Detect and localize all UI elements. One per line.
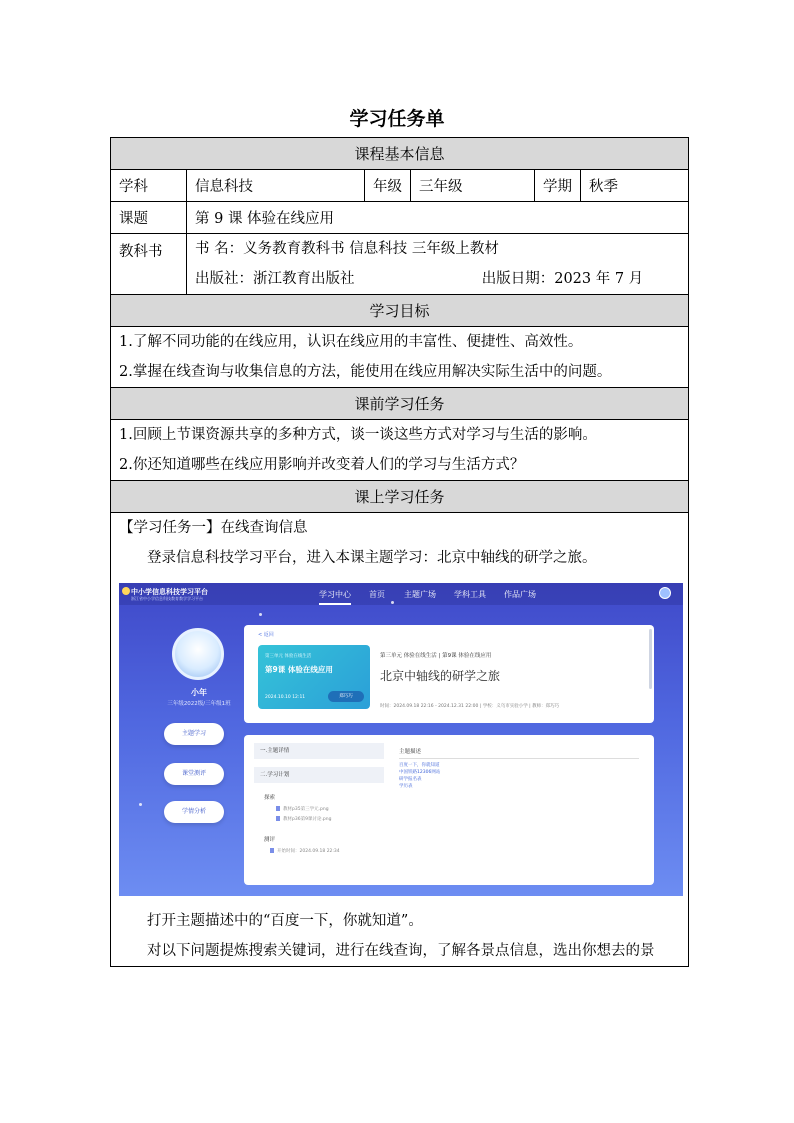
publish-date: 出版日期：2023 年 7 月 bbox=[481, 271, 644, 287]
description-link[interactable]: 研学报名表 bbox=[399, 777, 422, 782]
topic-title: 北京中轴线的研学之旅 bbox=[380, 669, 501, 683]
task-sheet-table bbox=[110, 137, 689, 967]
file-link[interactable]: 教材p36第9课讨论.png bbox=[254, 815, 384, 825]
student-name: 小年 bbox=[191, 688, 207, 697]
topic-detail-card bbox=[244, 735, 654, 885]
description-link[interactable]: 学历表 bbox=[399, 784, 413, 789]
task1-title: 【学习任务一】在线查询信息 bbox=[119, 520, 308, 536]
subject-label: 学科 bbox=[111, 170, 187, 202]
pre-task-item: 1.回顾上节课资源共享的多种方式，谈一谈这些方式对学习与生活的影响。 bbox=[119, 427, 597, 443]
platform-screenshot bbox=[119, 583, 683, 896]
platform-subtitle: 浙江省中小学信息科技教育教学学习平台 bbox=[131, 596, 203, 601]
platform-logo-icon bbox=[122, 587, 130, 595]
topic-description bbox=[399, 747, 639, 790]
description-title: 主题描述 bbox=[399, 747, 639, 759]
file-link[interactable]: 教材p35第三学元.png bbox=[254, 805, 384, 815]
course-card bbox=[244, 625, 654, 723]
grade-value: 三年级 bbox=[411, 170, 535, 202]
thumb-date: 2024.10.10 12:11 bbox=[265, 695, 306, 700]
nav-home[interactable]: 首页 bbox=[369, 590, 385, 599]
thumb-unit-tag: 第三单元 体验在线生活 bbox=[265, 654, 312, 659]
textbook-label: 教科书 bbox=[111, 234, 187, 295]
star-decoration bbox=[139, 803, 142, 806]
pre-task-item: 2.你还知道哪些在线应用影响并改变着人们的学习与生活方式？ bbox=[119, 457, 525, 473]
side-button-topic-learning[interactable]: 主题学习 bbox=[164, 723, 224, 745]
pre-tasks-content bbox=[111, 420, 689, 481]
grade-label: 年级 bbox=[365, 170, 411, 202]
publisher: 出版社：浙江教育出版社 bbox=[195, 271, 355, 287]
document-title: 学习任务单 bbox=[349, 108, 445, 130]
nav-works-square[interactable]: 作品广场 bbox=[504, 590, 536, 599]
nav-subject-tools[interactable]: 学科工具 bbox=[454, 590, 486, 599]
instruction-open-link: 打开主题描述中的“百度一下，你就知道”。 bbox=[147, 913, 423, 929]
section-pre-class: 课前学习任务 bbox=[111, 388, 689, 420]
menu-learning-plan[interactable]: 二.学习计划 bbox=[254, 767, 384, 783]
topic-meta: 时间：2024.09.18 22:16 - 2024.12.31 22:00 | 学校：义乌市实验小学 | 教师：郑巧巧 bbox=[380, 704, 560, 709]
thumb-teacher-button[interactable]: 郑巧巧 bbox=[328, 691, 364, 702]
description-link[interactable]: 百度一下，你就知道 bbox=[399, 763, 440, 768]
section-basic-info: 课程基本信息 bbox=[111, 138, 689, 170]
section-in-class: 课上学习任务 bbox=[111, 481, 689, 513]
term-label: 学期 bbox=[535, 170, 581, 202]
star-decoration bbox=[391, 601, 394, 604]
book-name: 书 名：义务教育教科书 信息科技 三年级上教材 bbox=[195, 241, 499, 257]
thumb-title: 第9课 体验在线应用 bbox=[265, 665, 333, 674]
goals-content bbox=[111, 327, 689, 388]
topic-value: 第 9 课 体验在线应用 bbox=[187, 202, 689, 234]
student-class: 三年级2022级/三年级1班 bbox=[167, 701, 231, 707]
topic-label: 课题 bbox=[111, 202, 187, 234]
star-decoration bbox=[259, 613, 262, 616]
nav-topic-square[interactable]: 主题广场 bbox=[404, 590, 436, 599]
back-link[interactable]: < 返回 bbox=[258, 632, 274, 638]
platform-name: 中小学信息科技学习平台 bbox=[131, 588, 208, 596]
menu-topic-detail[interactable]: 一.主题详情 bbox=[254, 743, 384, 759]
description-link[interactable]: 中国铁路12306网站 bbox=[399, 770, 441, 775]
task1-intro: 登录信息科技学习平台，进入本课主题学习：北京中轴线的研学之旅。 bbox=[147, 550, 597, 566]
topic-menu bbox=[254, 743, 384, 857]
test-start-time: 开始时间：2024.09.18 22:34 bbox=[254, 847, 384, 857]
textbook-info bbox=[187, 234, 689, 295]
user-avatar-icon[interactable] bbox=[659, 587, 671, 599]
scrollbar[interactable] bbox=[649, 629, 652, 689]
in-class-content bbox=[111, 513, 689, 967]
plan-test[interactable]: 测评 bbox=[264, 837, 276, 843]
subject-value: 信息科技 bbox=[187, 170, 365, 202]
instruction-search: 对以下问题提炼搜索关键词，进行在线查询，了解各景点信息，选出你想去的景 bbox=[147, 943, 655, 959]
goal-item: 1.了解不同功能的在线应用，认识在线应用的丰富性、便捷性、高效性。 bbox=[119, 334, 583, 350]
side-button-learning-analysis[interactable]: 学情分析 bbox=[164, 801, 224, 823]
term-value: 秋季 bbox=[581, 170, 689, 202]
course-thumbnail[interactable] bbox=[258, 645, 370, 709]
side-button-class-test[interactable]: 课堂测评 bbox=[164, 763, 224, 785]
publisher-line bbox=[195, 264, 680, 294]
student-avatar bbox=[172, 628, 224, 680]
nav-learning-center[interactable]: 学习中心 bbox=[319, 589, 351, 605]
goal-item: 2.掌握在线查询与收集信息的方法，能使用在线应用解决实际生活中的问题。 bbox=[119, 364, 612, 380]
plan-explore[interactable]: 探索 bbox=[264, 795, 276, 801]
unit-breadcrumb: 第三单元 体验在线生活 | 第9课 体验在线应用 bbox=[380, 653, 492, 659]
section-goals: 学习目标 bbox=[111, 295, 689, 327]
